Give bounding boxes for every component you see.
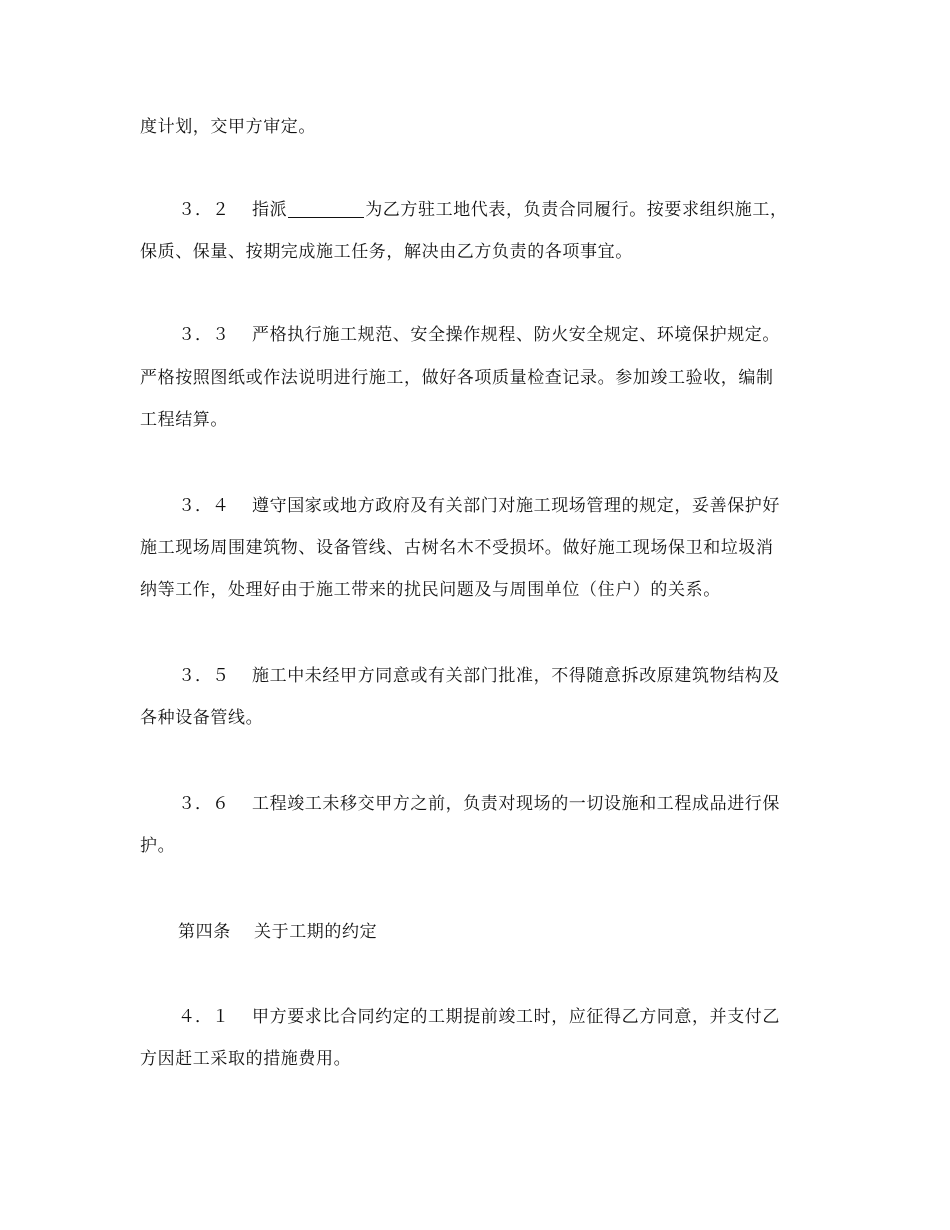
- clause-4-1-line-1: [178, 1005, 858, 1029]
- clause-3-4-line-3: 纳等工作，处理好由于施工带来的扰民问题及与周围单位（住户）的关系。: [140, 580, 721, 600]
- clause-text: 甲方要求比合同约定的工期提前竣工时，应征得乙方同意，并支付乙: [252, 1007, 780, 1027]
- clause-3-3-line-3: 工程结算。: [140, 410, 228, 430]
- clause-number: ３．２: [178, 200, 229, 220]
- clause-3-4-line-2: 施工现场周围建筑物、设备管线、古树名木不受损坏。做好施工现场保卫和垃圾消: [140, 538, 774, 558]
- clause-number: ３．５: [178, 666, 229, 686]
- section-title: 关于工期的约定: [254, 922, 378, 942]
- clause-number: ４．１: [178, 1007, 229, 1027]
- clause-3-5-line-1: [178, 664, 858, 688]
- clause-3-3-line-2: 严格按照图纸或作法说明进行施工，做好各项质量检查记录。参加竣工验收，编制: [140, 368, 774, 388]
- clause-text: 遵守国家或地方政府及有关部门对施工现场管理的规定，妥善保护好: [252, 496, 780, 516]
- section-label: 第四条: [178, 922, 231, 942]
- clause-3-4-line-1: [178, 494, 858, 518]
- clause-3-3-line-1: [178, 323, 858, 347]
- clause-text: 工程竣工未移交甲方之前，负责对现场的一切设施和工程成品进行保: [252, 794, 780, 814]
- clause-number: ３．６: [178, 794, 229, 814]
- clause-4-1-line-2: 方因赶工采取的措施费用。: [140, 1049, 352, 1069]
- clause-number: ３．４: [178, 496, 229, 516]
- clause-text: 严格执行施工规范、安全操作规程、防火安全规定、环境保护规定。: [252, 325, 780, 345]
- clause-3-5-line-2: 各种设备管线。: [140, 708, 264, 728]
- section-heading: [178, 920, 858, 944]
- clause-3-6-line-1: [178, 792, 858, 816]
- clause-3-2-line-2: 保质、保量、按期完成施工任务，解决由乙方负责的各项事宜。: [140, 242, 633, 262]
- blank-underline: [288, 199, 364, 218]
- clause-number: ３．３: [178, 325, 229, 345]
- clause-3-6-line-2: 护。: [140, 836, 176, 856]
- paragraph-continuation: 度计划，交甲方审定。: [140, 117, 316, 137]
- clause-text: 指派: [252, 200, 288, 220]
- clause-text: 施工中未经甲方同意或有关部门批准，不得随意拆改原建筑物结构及: [252, 666, 780, 686]
- clause-text: 为乙方驻工地代表，负责合同履行。按要求组织施工，: [365, 200, 788, 220]
- clause-3-2-line-1: [178, 198, 858, 222]
